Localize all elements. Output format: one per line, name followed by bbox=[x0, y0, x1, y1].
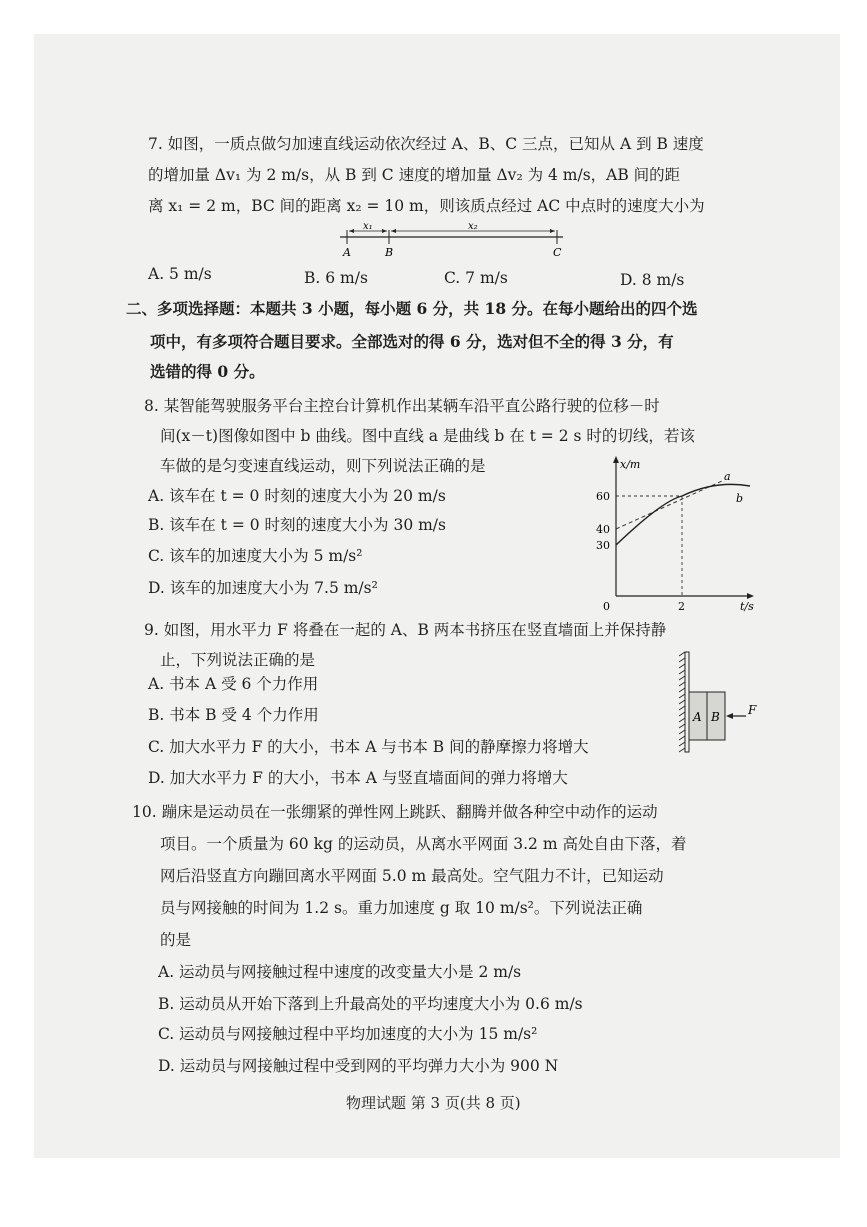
book-a-label: A bbox=[693, 710, 702, 724]
q8-option-b: B. 该车在 t = 0 时刻的速度大小为 30 m/s bbox=[148, 516, 446, 534]
y-tick-30: 30 bbox=[596, 539, 610, 552]
q7-line-3: 离 x₁ = 2 m，BC 间的距离 x₂ = 10 m，则该质点经过 AC 中点时的速度大小为 bbox=[148, 197, 705, 215]
q8-line-2: 间(x－t)图像如图中 b 曲线。图中直线 a 是曲线 b 在 t = 2 s 时的切线，若该 bbox=[160, 427, 695, 445]
q7-option-c: C. 7 m/s bbox=[444, 269, 508, 287]
curve-b-label: b bbox=[736, 492, 744, 505]
q7-option-a: A. 5 m/s bbox=[148, 265, 212, 283]
page-footer: 物理试题 第 3 页(共 8 页) bbox=[346, 1094, 521, 1112]
x2-label: x₂ bbox=[468, 221, 478, 232]
q10-line-1: 10. 蹦床是运动员在一张绷紧的弹性网上跳跃、翻腾并做各种空中动作的运动 bbox=[132, 803, 658, 821]
q9-option-d: D. 加大水平力 F 的大小，书本 A 与竖直墙面间的弹力将增大 bbox=[148, 769, 568, 787]
y-axis-label: x/m bbox=[620, 458, 641, 471]
q10-option-d: D. 运动员与网接触过程中受到网的平均弹力大小为 900 N bbox=[158, 1057, 559, 1075]
q9-option-a: A. 书本 A 受 6 个力作用 bbox=[148, 675, 319, 693]
force-f-label: F bbox=[748, 703, 757, 717]
point-a-label: A bbox=[343, 246, 351, 259]
q8-option-d: D. 该车的加速度大小为 7.5 m/s² bbox=[148, 579, 378, 597]
q8-option-a: A. 该车在 t = 0 时刻的速度大小为 20 m/s bbox=[148, 487, 446, 505]
line-a-label: a bbox=[724, 470, 731, 483]
q10-option-a: A. 运动员与网接触过程中速度的改变量大小是 2 m/s bbox=[158, 963, 522, 981]
q10-option-c: C. 运动员与网接触过程中平均加速度的大小为 15 m/s² bbox=[158, 1025, 538, 1043]
point-b-label: B bbox=[385, 246, 394, 259]
section2-line-2: 项中，有多项符合题目要求。全部选对的得 6 分，选对但不全的得 3 分，有 bbox=[150, 332, 674, 351]
y-tick-40: 40 bbox=[596, 523, 610, 536]
q8-xt-graph bbox=[590, 448, 765, 614]
section2-line-1: 二、多项选择题：本题共 3 小题，每小题 6 分，共 18 分。在每小题给出的四个选 bbox=[126, 299, 698, 318]
origin-label: 0 bbox=[603, 600, 610, 613]
q8-line-1: 8. 某智能驾驶服务平台主控台计算机作出某辆车沿平直公路行驶的位移－时 bbox=[144, 397, 660, 415]
x-axis-label: t/s bbox=[740, 600, 754, 613]
q10-line-3: 网后沿竖直方向蹦回离水平网面 5.0 m 最高处。空气阻力不计，已知运动 bbox=[160, 867, 664, 885]
q9-line-1: 9. 如图，用水平力 F 将叠在一起的 A、B 两本书挤压在竖直墙面上并保持静 bbox=[144, 621, 667, 639]
q7-option-d: D. 8 m/s bbox=[620, 271, 685, 289]
section2-line-3: 选错的得 0 分。 bbox=[150, 362, 265, 381]
x-tick-2: 2 bbox=[678, 600, 685, 613]
q10-line-2: 项目。一个质量为 60 kg 的运动员，从离水平网面 3.2 m 高处自由下落，着 bbox=[160, 835, 687, 853]
point-c-label: C bbox=[553, 246, 562, 259]
q9-books-wall-figure bbox=[676, 650, 766, 754]
q7-option-b: B. 6 m/s bbox=[304, 269, 368, 287]
q10-option-b: B. 运动员从开始下落到上升最高处的平均速度大小为 0.6 m/s bbox=[158, 995, 583, 1013]
q7-line-2: 的增加量 Δv₁ 为 2 m/s，从 B 到 C 速度的增加量 Δv₂ 为 4 m/s，AB 间的距 bbox=[148, 166, 681, 184]
curve-b bbox=[616, 484, 750, 545]
y-tick-60: 60 bbox=[596, 490, 610, 503]
x1-label: x₁ bbox=[363, 221, 373, 232]
q10-line-4: 员与网接触的时间为 1.2 s。重力加速度 g 取 10 m/s²。下列说法正确 bbox=[160, 899, 643, 917]
q9-option-b: B. 书本 B 受 4 个力作用 bbox=[148, 706, 319, 724]
book-b-label: B bbox=[711, 710, 720, 724]
q9-option-c: C. 加大水平力 F 的大小，书本 A 与书本 B 间的静摩擦力将增大 bbox=[148, 738, 589, 756]
q10-line-5: 的是 bbox=[160, 931, 192, 949]
q8-line-3: 车做的是匀变速直线运动，则下列说法正确的是 bbox=[160, 457, 486, 475]
wall bbox=[685, 652, 689, 752]
q7-line-1: 7. 如图，一质点做匀加速直线运动依次经过 A、B、C 三点，已知从 A 到 B 速度 bbox=[148, 135, 704, 153]
q7-segment-figure bbox=[335, 220, 575, 262]
tangent-line-a bbox=[616, 481, 722, 529]
q9-line-2: 止，下列说法正确的是 bbox=[160, 651, 316, 669]
q8-option-c: C. 该车的加速度大小为 5 m/s² bbox=[148, 547, 363, 565]
